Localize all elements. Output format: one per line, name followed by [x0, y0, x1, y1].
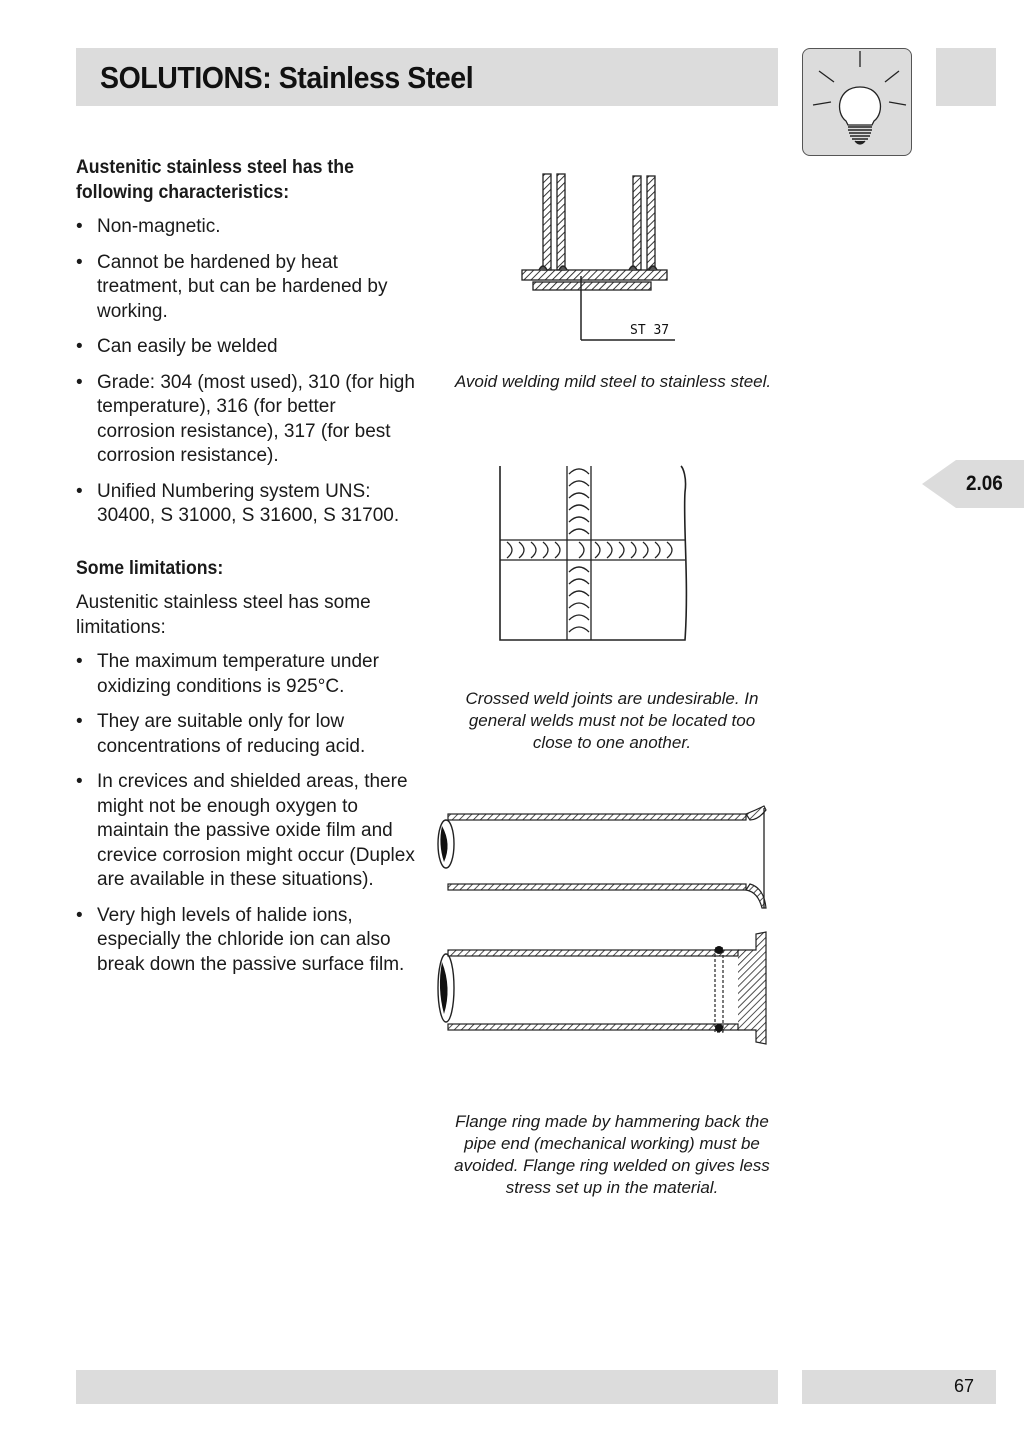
- characteristics-heading: Austenitic stainless steel has the following characteristics:: [76, 157, 354, 203]
- list-item: • Can easily be welded: [76, 335, 416, 360]
- weld-tjoint-drawing: [515, 168, 695, 348]
- corner-block: [936, 48, 996, 106]
- header-bar: [76, 48, 778, 106]
- page-number: 67: [953, 1376, 974, 1396]
- footer-page-box: [802, 1370, 996, 1404]
- list-item: • Cannot be hardened by heat treatment, but can be hardened by working.: [76, 251, 416, 325]
- footer-bar: [76, 1370, 778, 1404]
- figure-2-caption: Crossed weld joints are undesirable. In general welds must not be located too close to one another.: [465, 689, 759, 752]
- list-item: • Very high levels of halide ions, especially the chloride ion can also break down the passive surface film.: [76, 904, 416, 978]
- figure-1-caption: Avoid welding mild steel to stainless steel.: [454, 372, 772, 391]
- figure-flange-rings: [432, 804, 782, 1050]
- figure-mild-steel-weld: [515, 168, 695, 348]
- st37-label: ST 37: [630, 323, 670, 338]
- list-item: • The maximum temperature under oxidizing conditions is 925°C.: [76, 650, 416, 699]
- lightbulb-icon: [803, 49, 913, 157]
- section-tab-label: 2.06: [966, 472, 1003, 495]
- list-item: • Grade: 304 (most used), 310 (for high temperature), 316 (for better corrosion resistance), 317 (for best corrosion resistance).: [76, 371, 416, 469]
- figure-3-caption: Flange ring made by hammering back the pipe end (mechanical working) must be avoided. Flange ring welded on gives less stress set up in the material.: [454, 1112, 770, 1197]
- pipe-flange-drawing: [432, 804, 782, 1050]
- list-item: • In crevices and shielded areas, there might not be enough oxygen to maintain the passive oxide film and crevice corrosion might occur (Duplex are available in these situations).: [76, 770, 416, 893]
- limitations-heading: Some limitations:: [76, 557, 224, 579]
- limitations-list: [76, 650, 416, 977]
- figure-crossed-welds: [495, 462, 695, 644]
- section-tab[interactable]: [922, 460, 1024, 508]
- limitations-intro: Austenitic stainless steel has some limitations:: [76, 592, 371, 638]
- crossed-weld-drawing: [495, 462, 695, 644]
- icon-box: [802, 48, 912, 156]
- list-item: • Non-magnetic.: [76, 215, 416, 240]
- list-item: • Unified Numbering system UNS: 30400, S 31000, S 31600, S 31700.: [76, 480, 416, 529]
- body-text-column: [76, 156, 416, 988]
- page-title: SOLUTIONS: Stainless Steel: [100, 60, 474, 95]
- list-item: • They are suitable only for low concentrations of reducing acid.: [76, 710, 416, 759]
- characteristics-list: [76, 215, 416, 529]
